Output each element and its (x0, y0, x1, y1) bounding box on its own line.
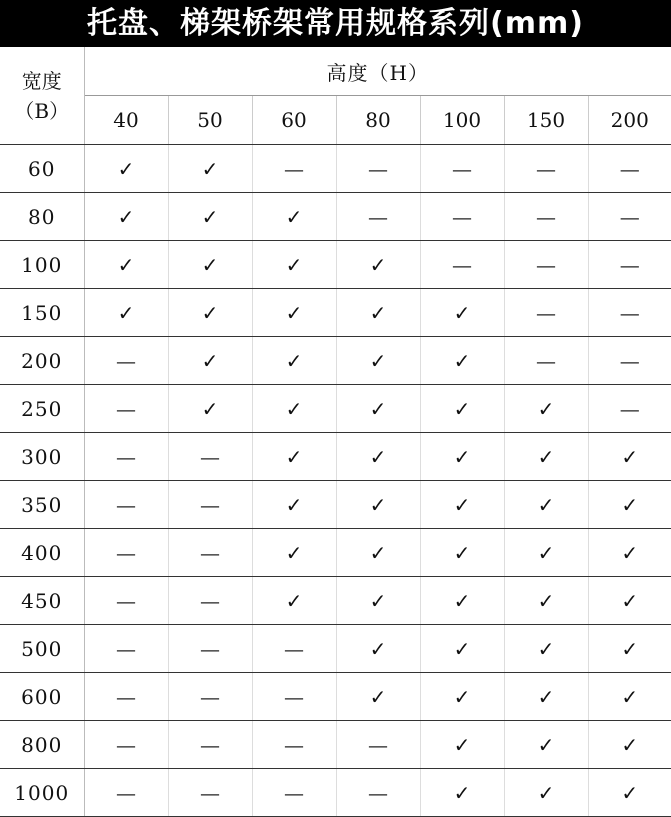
check-icon: ✓ (168, 385, 252, 433)
check-icon: ✓ (420, 577, 504, 625)
dash-icon: — (84, 721, 168, 769)
width-value: 450 (0, 577, 84, 625)
table-row (0, 625, 671, 673)
dash-icon: — (588, 289, 671, 337)
width-value: 1000 (0, 769, 84, 817)
table-row (0, 577, 671, 625)
width-value: 60 (0, 145, 84, 193)
width-value: 300 (0, 433, 84, 481)
check-icon: ✓ (336, 241, 420, 289)
width-value: 80 (0, 193, 84, 241)
height-values-row (0, 96, 671, 145)
check-icon: ✓ (84, 289, 168, 337)
height-value: 60 (252, 96, 336, 145)
check-icon: ✓ (588, 529, 671, 577)
height-value: 80 (336, 96, 420, 145)
table-row (0, 289, 671, 337)
check-icon: ✓ (504, 433, 588, 481)
check-icon: ✓ (504, 673, 588, 721)
check-icon: ✓ (252, 577, 336, 625)
check-icon: ✓ (336, 385, 420, 433)
dash-icon: — (168, 673, 252, 721)
check-icon: ✓ (84, 241, 168, 289)
dash-icon: — (84, 769, 168, 817)
check-icon: ✓ (420, 721, 504, 769)
check-icon: ✓ (168, 337, 252, 385)
spec-table-body (0, 145, 671, 817)
table-row (0, 481, 671, 529)
check-icon: ✓ (168, 145, 252, 193)
table-row (0, 241, 671, 289)
table-row (0, 721, 671, 769)
check-icon: ✓ (504, 769, 588, 817)
check-icon: ✓ (588, 433, 671, 481)
dash-icon: — (252, 673, 336, 721)
dash-icon: — (84, 385, 168, 433)
dash-icon: — (504, 241, 588, 289)
check-icon: ✓ (420, 385, 504, 433)
check-icon: ✓ (252, 433, 336, 481)
height-header: 高度（H） (84, 47, 671, 96)
check-icon: ✓ (588, 577, 671, 625)
dash-icon: — (168, 577, 252, 625)
dash-icon: — (336, 769, 420, 817)
height-value: 200 (588, 96, 671, 145)
width-value: 800 (0, 721, 84, 769)
dash-icon: — (252, 145, 336, 193)
check-icon: ✓ (336, 481, 420, 529)
dash-icon: — (588, 145, 671, 193)
check-icon: ✓ (252, 193, 336, 241)
check-icon: ✓ (252, 241, 336, 289)
check-icon: ✓ (588, 673, 671, 721)
table-row (0, 433, 671, 481)
dash-icon: — (504, 145, 588, 193)
check-icon: ✓ (504, 625, 588, 673)
width-value: 200 (0, 337, 84, 385)
width-value: 600 (0, 673, 84, 721)
dash-icon: — (252, 625, 336, 673)
check-icon: ✓ (252, 529, 336, 577)
dash-icon: — (168, 529, 252, 577)
check-icon: ✓ (84, 193, 168, 241)
check-icon: ✓ (420, 625, 504, 673)
check-icon: ✓ (588, 769, 671, 817)
check-icon: ✓ (588, 481, 671, 529)
check-icon: ✓ (504, 481, 588, 529)
check-icon: ✓ (420, 529, 504, 577)
table-row (0, 337, 671, 385)
check-icon: ✓ (420, 433, 504, 481)
check-icon: ✓ (336, 673, 420, 721)
check-icon: ✓ (336, 577, 420, 625)
check-icon: ✓ (336, 529, 420, 577)
dash-icon: — (588, 241, 671, 289)
check-icon: ✓ (168, 193, 252, 241)
height-value: 150 (504, 96, 588, 145)
dash-icon: — (336, 721, 420, 769)
dash-icon: — (84, 577, 168, 625)
dash-icon: — (588, 385, 671, 433)
check-icon: ✓ (252, 337, 336, 385)
check-icon: ✓ (336, 337, 420, 385)
dash-icon: — (84, 625, 168, 673)
check-icon: ✓ (504, 385, 588, 433)
check-icon: ✓ (504, 577, 588, 625)
dash-icon: — (588, 337, 671, 385)
spec-table (0, 47, 671, 817)
width-value: 500 (0, 625, 84, 673)
table-row (0, 769, 671, 817)
dash-icon: — (168, 625, 252, 673)
table-row (0, 673, 671, 721)
dash-icon: — (84, 337, 168, 385)
dash-icon: — (420, 193, 504, 241)
dash-icon: — (168, 481, 252, 529)
width-header (0, 47, 84, 145)
width-value: 350 (0, 481, 84, 529)
height-value: 50 (168, 96, 252, 145)
dash-icon: — (252, 769, 336, 817)
check-icon: ✓ (168, 241, 252, 289)
dash-icon: — (84, 433, 168, 481)
height-value: 40 (84, 96, 168, 145)
check-icon: ✓ (168, 289, 252, 337)
width-header-unit: （B） (14, 98, 70, 123)
dash-icon: — (336, 193, 420, 241)
dash-icon: — (336, 145, 420, 193)
check-icon: ✓ (504, 529, 588, 577)
dash-icon: — (588, 193, 671, 241)
check-icon: ✓ (252, 385, 336, 433)
dash-icon: — (420, 241, 504, 289)
dash-icon: — (504, 289, 588, 337)
width-value: 250 (0, 385, 84, 433)
check-icon: ✓ (504, 721, 588, 769)
height-value: 100 (420, 96, 504, 145)
width-header-label: 宽度 (21, 68, 62, 93)
page-title: 托盘、梯架桥架常用规格系列(mm) (0, 0, 671, 47)
table-row (0, 529, 671, 577)
table-row (0, 385, 671, 433)
dash-icon: — (252, 721, 336, 769)
dash-icon: — (420, 145, 504, 193)
dash-icon: — (504, 337, 588, 385)
check-icon: ✓ (588, 625, 671, 673)
dash-icon: — (168, 721, 252, 769)
check-icon: ✓ (588, 721, 671, 769)
check-icon: ✓ (420, 481, 504, 529)
check-icon: ✓ (84, 145, 168, 193)
table-row (0, 145, 671, 193)
dash-icon: — (168, 769, 252, 817)
check-icon: ✓ (420, 769, 504, 817)
width-value: 100 (0, 241, 84, 289)
check-icon: ✓ (420, 337, 504, 385)
check-icon: ✓ (420, 673, 504, 721)
dash-icon: — (168, 433, 252, 481)
dash-icon: — (504, 193, 588, 241)
width-value: 400 (0, 529, 84, 577)
dash-icon: — (84, 481, 168, 529)
dash-icon: — (84, 529, 168, 577)
dash-icon: — (84, 673, 168, 721)
check-icon: ✓ (420, 289, 504, 337)
check-icon: ✓ (252, 481, 336, 529)
check-icon: ✓ (336, 433, 420, 481)
width-value: 150 (0, 289, 84, 337)
check-icon: ✓ (252, 289, 336, 337)
check-icon: ✓ (336, 289, 420, 337)
table-row (0, 193, 671, 241)
check-icon: ✓ (336, 625, 420, 673)
